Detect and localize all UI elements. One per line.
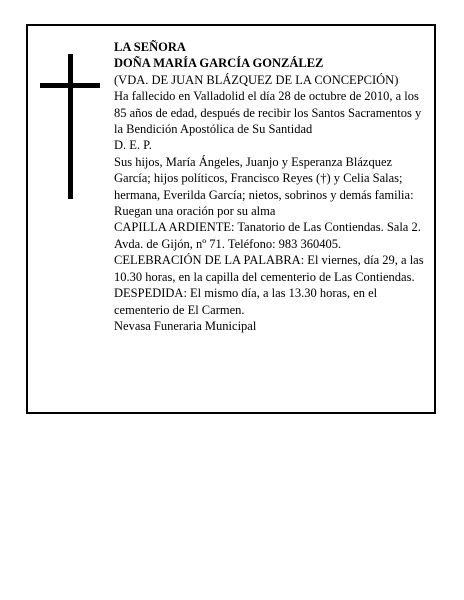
deceased-name: DOÑA MARÍA GARCÍA GONZÁLEZ — [114, 56, 324, 71]
celebration-paragraph: CELEBRACIÓN DE LA PALABRA: El viernes, día 29, a las 10.30 horas, en la capilla del cementerio de Las Contiendas. — [114, 253, 424, 284]
notice-text — [114, 39, 426, 334]
prayer-request-line: Ruegan una oración por su alma — [114, 204, 276, 219]
cross-icon — [40, 54, 100, 199]
funeral-chapel-paragraph: CAPILLA ARDIENTE: Tanatorio de Las Contiendas. Sala 2. Avda. de Gijón, nº 71. Teléfono: 983 360405. — [114, 220, 421, 251]
title-line: LA SEÑORA — [114, 40, 186, 54]
rip-line: D. E. P. — [114, 138, 152, 153]
family-paragraph: Sus hijos, María Ángeles, Juanjo y Esperanza Blázquez García; hijos políticos, Francisco Reyes (†) y Celia Salas; hermana, Everilda García; nietos, sobrinos y demás familia: — [114, 154, 414, 202]
death-notice-paragraph: Ha fallecido en Valladolid el día 28 de octubre de 2010, a los 85 años de edad, después de recibir los Santos Sacramentos y la Bendición Apostólica de Su Santidad — [114, 89, 422, 137]
cross-vertical-bar — [68, 54, 73, 199]
widow-of-line: (VDA. DE JUAN BLÁZQUEZ DE LA CONCEPCIÓN) — [114, 72, 399, 87]
funeral-home-line: Nevasa Funeraria Municipal — [114, 318, 257, 333]
farewell-paragraph: DESPEDIDA: El mismo día, a las 13.30 horas, en el cementerio de El Carmen. — [114, 286, 378, 317]
cross-horizontal-bar — [40, 83, 100, 88]
obituary-notice — [26, 24, 436, 414]
